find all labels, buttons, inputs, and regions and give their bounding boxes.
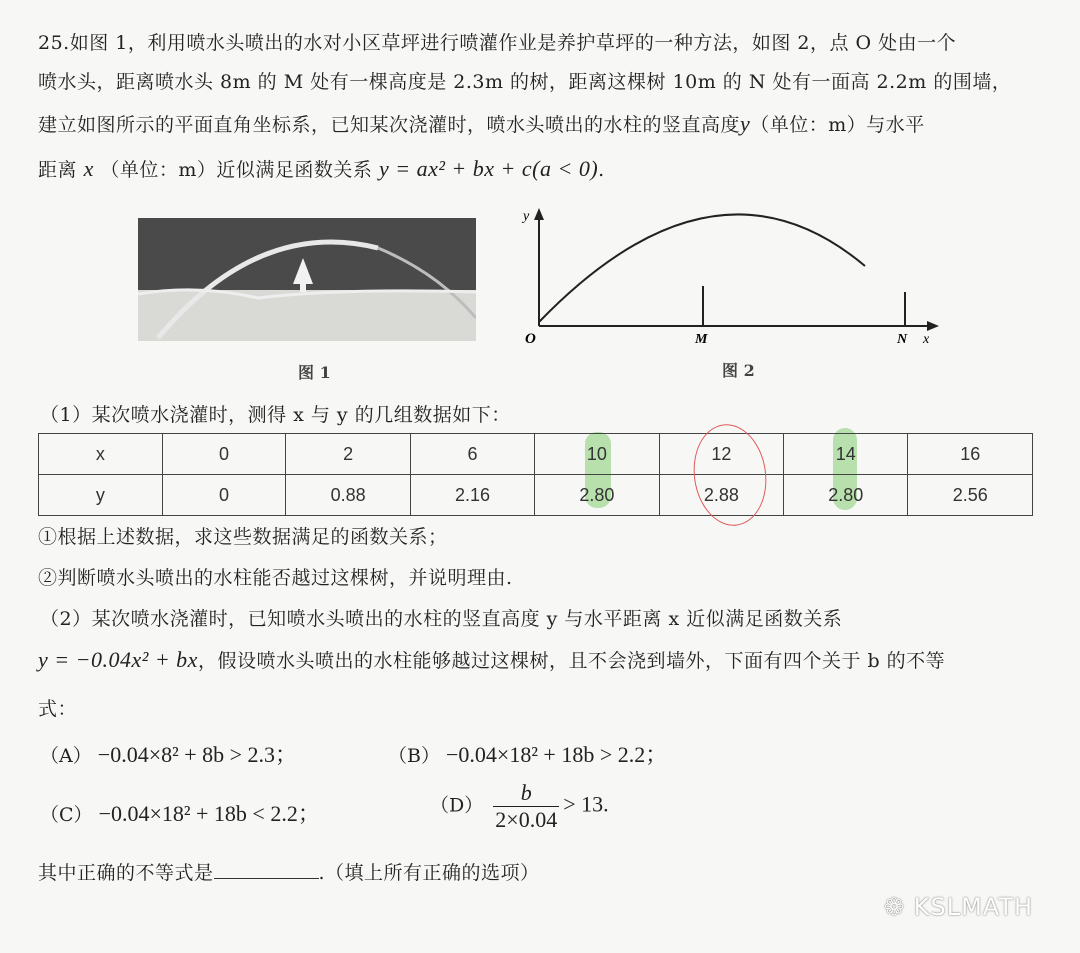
origin-label: O <box>525 331 536 347</box>
table-cell: 2.80 <box>784 475 908 516</box>
part2-formula-line: y = −0.04x² + bx，假设喷水头喷出的水柱能够越过这棵树，且不会浇到墙外，下面有四个关于 b 的不等 <box>38 647 946 672</box>
figure-1-photo <box>138 218 476 341</box>
table-cell: 2.56 <box>908 475 1033 516</box>
table-header-y: y <box>39 475 163 516</box>
table-cell: 2.16 <box>410 475 534 516</box>
table-cell: 6 <box>410 434 534 475</box>
table-cell: 0 <box>162 434 286 475</box>
table-cell: 2 <box>286 434 410 475</box>
figure-2-caption: 图 2 <box>722 361 755 380</box>
problem-line-4: 距离 x （单位：m）近似满足函数关系 y = ax² + bx + c(a < 0). <box>38 156 605 181</box>
point-m-label: M <box>695 332 708 347</box>
data-table <box>38 433 1033 516</box>
option-a: （A） −0.04×8² + 8b > 2.3； <box>40 742 298 767</box>
part2-cont: 式： <box>38 698 78 720</box>
table-row-y <box>39 475 1033 516</box>
problem-line-2: 喷水头，距离喷水头 8m 的 M 处有一棵高度是 2.3m 的树，距离这棵树 10m 的 N 处有一面高 2.2m 的围墙， <box>38 71 1012 93</box>
option-c: （C） −0.04×18² + 18b < 2.2； <box>40 801 320 826</box>
watermark: ❁ KSLMATH <box>884 893 1034 921</box>
table-cell: 10 <box>535 434 659 475</box>
table-cell: 14 <box>784 434 908 475</box>
fountain-photo-illustration <box>138 218 476 341</box>
table-cell: 0 <box>162 475 286 516</box>
figure-2-diagram <box>515 200 945 350</box>
part2-formula: y = −0.04x² + bx <box>38 647 198 672</box>
table-cell: 2.80 <box>535 475 659 516</box>
part1-q2: ②判断喷水头喷出的水柱能否越过这棵树，并说明理由. <box>38 567 513 589</box>
table-cell: 2.88 <box>659 475 783 516</box>
y-axis-arrow-icon <box>534 208 544 220</box>
option-b: （B） −0.04×18² + 18b > 2.2； <box>388 742 668 767</box>
y-axis-label: y <box>523 209 530 224</box>
answer-blank[interactable] <box>214 862 319 879</box>
table-cell: 12 <box>659 434 783 475</box>
table-header-x: x <box>39 434 163 475</box>
x-axis-arrow-icon <box>927 321 939 331</box>
part2-intro: （2）某次喷水浇灌时，已知喷水头喷出的水柱的竖直高度 y 与水平距离 x 近似满足函数关系 <box>40 608 843 630</box>
x-axis-label: x <box>923 332 930 347</box>
part1-q1: ①根据上述数据，求这些数据满足的函数关系； <box>38 526 448 548</box>
part1-intro: （1）某次喷水浇灌时，测得 x 与 y 的几组数据如下： <box>40 404 511 426</box>
table-cell: 0.88 <box>286 475 410 516</box>
table-row-x <box>39 434 1033 475</box>
table-cell: 16 <box>908 434 1033 475</box>
point-n-label: N <box>897 332 908 347</box>
problem-line-1: 25.如图 1，利用喷水头喷出的水对小区草坪进行喷灌作业是养护草坪的一种方法，如图 2，点 O 处由一个 <box>38 32 957 54</box>
function-formula: y = ax² + bx + c(a < 0) <box>378 156 599 181</box>
fraction: $\frac{b}{2\times 0.04}$ <box>495 780 558 832</box>
figure-1-caption: 图 1 <box>298 363 331 382</box>
wechat-icon: ❁ <box>884 893 906 921</box>
option-d: （D） $\frac{b}{2\times 0.04}$ > 13. <box>430 780 609 832</box>
problem-line-3: 建立如图所示的平面直角坐标系，已知某次浇灌时，喷水头喷出的水柱的竖直高度y（单位：m）与水平 <box>38 111 925 136</box>
answer-line: 其中正确的不等式是 .（填上所有正确的选项） <box>38 862 540 884</box>
